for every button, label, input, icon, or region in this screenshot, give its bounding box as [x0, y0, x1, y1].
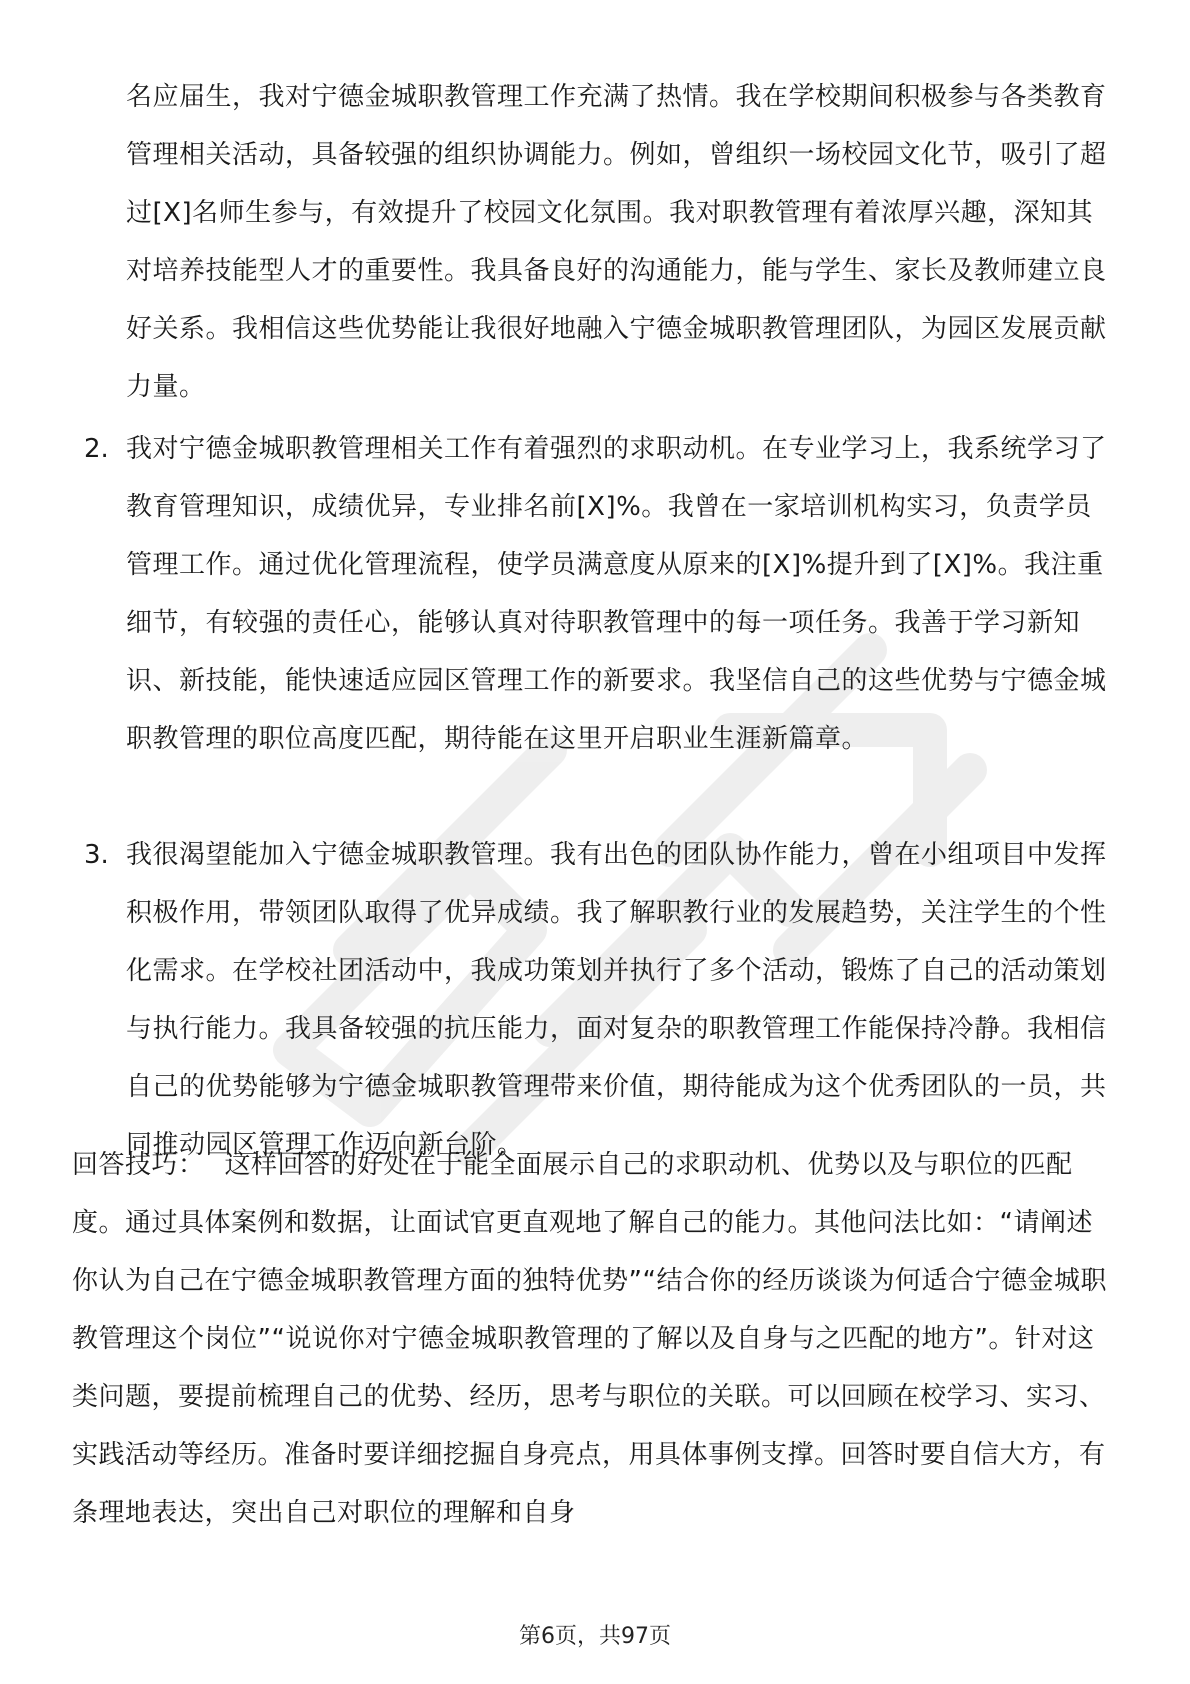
- continued-answer-paragraph: 名应届生，我对宁德金城职教管理工作充满了热情。我在学校期间积极参与各类教育管理相关活动，具备较强的组织协调能力。例如，曾组织一场校园文化节，吸引了超过[X]名师生参与，有效提升了校园文化氛围。我对职教管理有着浓厚兴趣，深知其对培养技能型人才的重要性。我具备良好的沟通能力，能与学生、家长及教师建立良好关系。我相信这些优势能让我很好地融入宁德金城职教管理团队，为园区发展贡献力量。: [126, 82, 1107, 402]
- tips-text: 这样回答的好处在于能全面展示自己的求职动机、优势以及与职位的匹配度。通过具体案例和数据，让面试官更直观地了解自己的能力。其他问法比如：“请阐述你认为自己在宁德金城职教管理方面的独特优势”“结合你的经历谈谈为何适合宁德金城职教管理这个岗位”“说说你对宁德金城职教管理的了解以及自身与之匹配的地方”。针对这类问题，要提前梳理自己的优势、经历，思考与职位的关联。可以回顾在校学习、实习、实践活动等经历。准备时要详细挖掘自身亮点，用具体事例支撑。回答时要自信大方，有条理地表达，突出自己对职位的理解和自身: [72, 1150, 1107, 1528]
- answer-number: 2.: [84, 434, 109, 464]
- answer-number: 3.: [84, 840, 109, 870]
- page-number-label: 第6页，共97页: [519, 1624, 671, 1649]
- answer-text: 我对宁德金城职教管理相关工作有着强烈的求职动机。在专业学习上，我系统学习了教育管理知识，成绩优异，专业排名前[X]%。我曾在一家培训机构实习，负责学员管理工作。通过优化管理流程，使学员满意度从原来的[X]%提升到了[X]%。我注重细节，有较强的责任心，能够认真对待职教管理中的每一项任务。我善于学习新知识、新技能，能快速适应园区管理工作的新要求。我坚信自己的这些优势与宁德金城职教管理的职位高度匹配，期待能在这里开启职业生涯新篇章。: [126, 434, 1107, 754]
- answer-tips-paragraph: [72, 1136, 1118, 1542]
- tips-label: 回答技巧：: [72, 1150, 205, 1180]
- answer-text: 我很渴望能加入宁德金城职教管理。我有出色的团队协作能力，曾在小组项目中发挥积极作用，带领团队取得了优异成绩。我了解职教行业的发展趋势，关注学生的个性化需求。在学校社团活动中，我成功策划并执行了多个活动，锻炼了自己的活动策划与执行能力。我具备较强的抗压能力，面对复杂的职教管理工作能保持冷静。我相信自己的优势能够为宁德金城职教管理带来价值，期待能成为这个优秀团队的一员，共同推动园区管理工作迈向新台阶。: [126, 840, 1107, 1160]
- page-footer: [0, 1622, 1190, 1652]
